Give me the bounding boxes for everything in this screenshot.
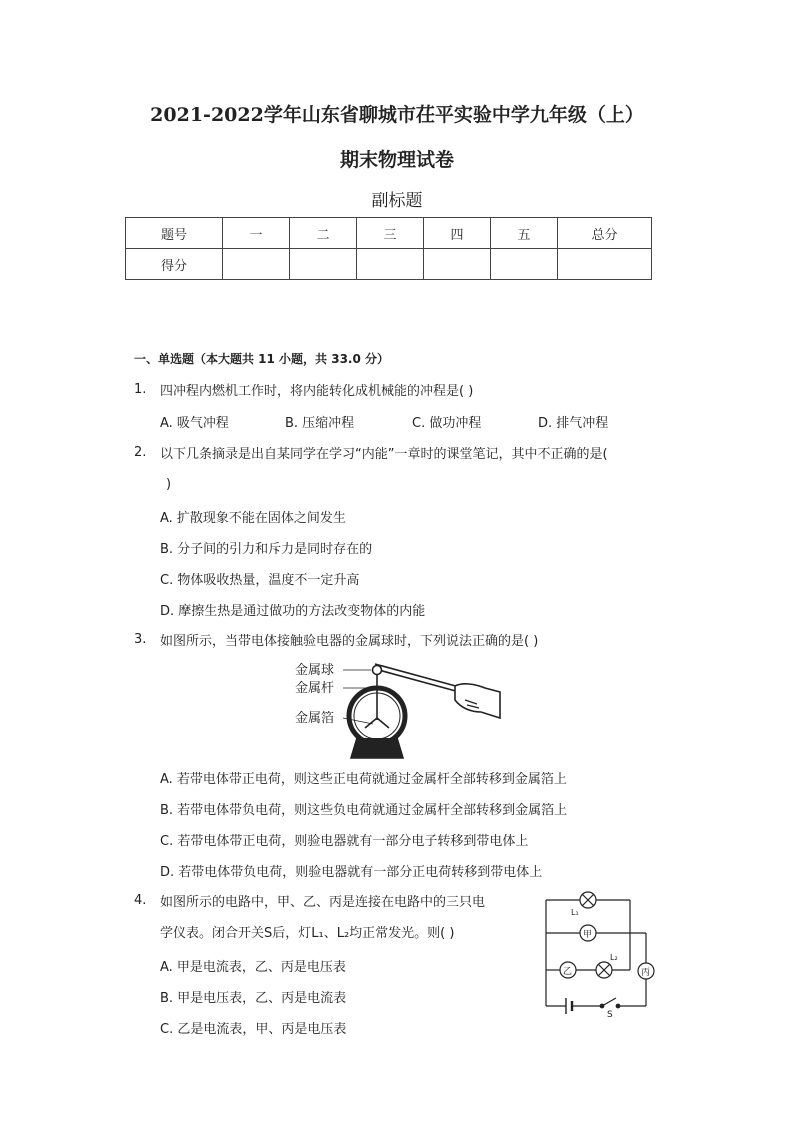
score-header-cell: 三 bbox=[357, 218, 424, 249]
question-number: 4. bbox=[134, 893, 147, 908]
question-option: A. 甲是电流表，乙、丙是电压表 bbox=[160, 960, 346, 975]
question-option: A. 扩散现象不能在固体之间发生 bbox=[160, 511, 346, 526]
score-header-cell: 四 bbox=[424, 218, 491, 249]
exam-title-line1: 2021-2022学年山东省聊城市茌平实验中学九年级（上） bbox=[150, 104, 644, 126]
question-number: 2. bbox=[134, 445, 147, 460]
figure-label-metal-ball: 金属球 bbox=[295, 663, 335, 678]
question-option: B. 分子间的引力和斥力是同时存在的 bbox=[160, 542, 373, 557]
circuit-diagram bbox=[538, 888, 664, 1018]
circuit-label-jia: 甲 bbox=[583, 930, 593, 940]
question-option: D. 摩擦生热是通过做功的方法改变物体的内能 bbox=[160, 604, 426, 619]
question-option: B. 若带电体带负电荷，则这些负电荷就通过金属杆全部转移到金属箔上 bbox=[160, 803, 568, 818]
question-text: 以下几条摘录是出自某同学在学习“内能”一章时的课堂笔记，其中不正确的是( bbox=[160, 447, 608, 462]
circuit-label-bing: 丙 bbox=[641, 968, 651, 978]
exam-subtitle: 副标题 bbox=[371, 191, 423, 211]
question-option: C. 物体吸收热量，温度不一定升高 bbox=[160, 573, 360, 588]
circuit-label-l1: L₁ bbox=[571, 908, 579, 917]
question-option: C. 做功冲程 bbox=[412, 416, 482, 431]
score-cell[interactable] bbox=[223, 249, 290, 280]
score-row-label: 得分 bbox=[126, 249, 223, 280]
question-text: 四冲程内燃机工作时，将内能转化成机械能的冲程是( ) bbox=[160, 384, 474, 399]
score-table-score-row bbox=[126, 249, 652, 280]
exam-title-line2: 期末物理试卷 bbox=[339, 149, 454, 171]
circuit-label-switch: S bbox=[607, 1010, 613, 1018]
question-text-continued: 学仪表。闭合开关S后，灯L₁、L₂均正常发光。则( ) bbox=[160, 926, 455, 941]
score-cell[interactable] bbox=[491, 249, 558, 280]
question-number: 1. bbox=[134, 382, 147, 397]
score-cell[interactable] bbox=[357, 249, 424, 280]
score-cell[interactable] bbox=[558, 249, 652, 280]
score-cell[interactable] bbox=[424, 249, 491, 280]
score-header-cell: 题号 bbox=[126, 218, 223, 249]
question-text-continued: ) bbox=[166, 477, 172, 492]
electroscope-figure bbox=[295, 658, 505, 762]
score-table bbox=[125, 217, 652, 280]
question-option: C. 乙是电流表，甲、丙是电压表 bbox=[160, 1022, 347, 1037]
question-option: A. 若带电体带正电荷，则这些正电荷就通过金属杆全部转移到金属箔上 bbox=[160, 772, 567, 787]
question-text: 如图所示的电路中，甲、乙、丙是连接在电路中的三只电 bbox=[160, 895, 486, 910]
circuit-label-l2: L₂ bbox=[610, 953, 618, 962]
question-option: B. 甲是电压表，乙、丙是电流表 bbox=[160, 991, 347, 1006]
question-option: A. 吸气冲程 bbox=[160, 416, 229, 431]
score-header-cell: 五 bbox=[491, 218, 558, 249]
question-text: 如图所示，当带电体接触验电器的金属球时，下列说法正确的是( ) bbox=[160, 634, 539, 649]
score-header-cell: 二 bbox=[290, 218, 357, 249]
question-option: D. 若带电体带负电荷，则验电器就有一部分正电荷转移到带电体上 bbox=[160, 865, 543, 880]
score-table-header-row bbox=[126, 218, 652, 249]
figure-label-metal-foil: 金属箔 bbox=[295, 711, 335, 726]
section-heading-single-choice: 一、单选题（本大题共 11 小题，共 33.0 分） bbox=[134, 352, 390, 366]
circuit-label-yi: 乙 bbox=[563, 967, 573, 977]
figure-label-metal-rod: 金属杆 bbox=[295, 681, 335, 696]
question-option: C. 若带电体带正电荷，则验电器就有一部分电子转移到带电体上 bbox=[160, 834, 529, 849]
score-header-cell: 一 bbox=[223, 218, 290, 249]
question-option: D. 排气冲程 bbox=[538, 416, 609, 431]
score-cell[interactable] bbox=[290, 249, 357, 280]
score-header-cell: 总分 bbox=[558, 218, 652, 249]
question-number: 3. bbox=[134, 632, 147, 647]
question-option: B. 压缩冲程 bbox=[285, 416, 355, 431]
